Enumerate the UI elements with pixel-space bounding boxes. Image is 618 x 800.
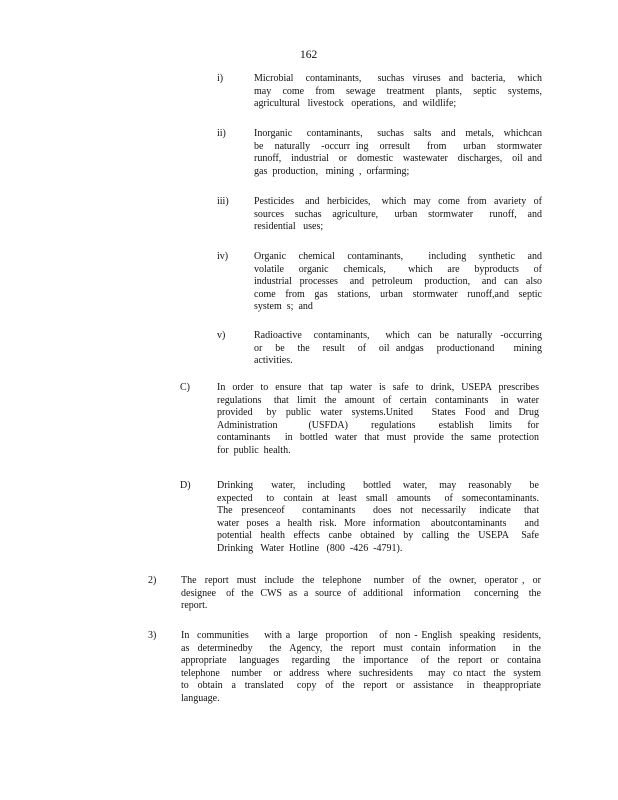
text-line: In order to ensure that tap water is safe to drink, USEPA prescribes	[217, 382, 539, 393]
item-label: ii)	[217, 128, 226, 139]
item-text	[217, 382, 539, 458]
text-line: appropriate languages regarding the importance of the report or containa	[181, 655, 541, 667]
text-line: The report must include the telephone number of the owner, operator , or	[181, 575, 541, 586]
item-label: C)	[180, 382, 190, 393]
item-label: i)	[217, 73, 224, 84]
text-line: Microbial contaminants, suchas viruses and bacteria, which	[254, 73, 542, 84]
item-text	[254, 196, 542, 234]
text-line: Organic chemical contaminants, including synthetic and	[254, 251, 542, 262]
text-line: designee of the CWS as a source of additional information concerning the	[181, 587, 541, 599]
text-line: Radioactive contaminants, which can be naturally -occurring	[254, 330, 542, 341]
text-line: Drinking Water Hotline (800 -426 -4791).	[217, 542, 403, 554]
text-line: to obtain a translated copy of the report or assistance in theappropriate	[181, 680, 541, 692]
text-line: system s; and	[254, 301, 313, 313]
item-text	[181, 575, 541, 613]
text-line: industrial processes and petroleum production, and can also	[254, 276, 542, 288]
text-line: volatile organic chemicals, which are byproducts of	[254, 263, 542, 275]
item-text	[254, 251, 542, 314]
text-line: The presenceof contaminants does not necessarily indicate that	[217, 505, 539, 517]
item-text	[254, 73, 542, 111]
text-line: come from gas stations, urban stormwater runoff,and septic	[254, 288, 542, 300]
text-line: contaminants in bottled water that must provide the same protection	[217, 432, 539, 444]
text-line: activities.	[254, 355, 293, 367]
text-line: telephone number or address where suchresidents may co ntact the system	[181, 667, 541, 679]
text-line: or be the result of oil andgas productionand mining	[254, 342, 542, 354]
text-line: sources suchas agriculture, urban stormwater runoff, and	[254, 208, 542, 220]
text-line: agricultural livestock operations, and wildlife;	[254, 98, 457, 110]
text-line: runoff, industrial or domestic wastewater discharges, oil and	[254, 153, 542, 165]
item-text	[217, 480, 539, 556]
text-line: for public health.	[217, 444, 291, 456]
text-line: provided by public water systems.United States Food and Drug	[217, 407, 539, 419]
text-line: report.	[181, 600, 208, 612]
text-line: may come from sewage treatment plants, septic systems,	[254, 85, 542, 97]
item-label: iv)	[217, 251, 229, 262]
text-line: Drinking water, including bottled water, may reasonably be	[217, 480, 539, 491]
text-line: Administration (USFDA) regulations establish limits for	[217, 419, 539, 431]
text-line: expected to contain at least small amounts of somecontaminants.	[217, 492, 539, 504]
text-line: regulations that limit the amount of certain contaminants in water	[217, 394, 539, 406]
item-label: iii)	[217, 196, 229, 207]
item-text	[254, 330, 542, 368]
text-line: water poses a health risk. More information aboutcontaminants and	[217, 517, 539, 529]
item-text	[181, 630, 541, 706]
text-line: as determinedby the Agency, the report must contain information in the	[181, 642, 541, 654]
text-line: residential uses;	[254, 221, 324, 233]
item-label: 3)	[148, 630, 157, 641]
text-line: language.	[181, 692, 220, 704]
text-line: Pesticides and herbicides, which may come from avariety of	[254, 196, 542, 207]
item-label: 2)	[148, 575, 157, 586]
page-number: 162	[300, 49, 318, 61]
text-line: In communities with a large proportion of non - English speaking residents,	[181, 630, 541, 641]
item-label: D)	[180, 480, 191, 491]
text-line: gas production, mining , orfarming;	[254, 165, 410, 177]
text-line: Inorganic contaminants, suchas salts and metals, whichcan	[254, 128, 542, 139]
item-label: v)	[217, 330, 226, 341]
text-line: potential health effects canbe obtained by calling the USEPA Safe	[217, 530, 539, 542]
item-text	[254, 128, 542, 178]
text-line: be naturally -occurr ing orresult from urban stormwater	[254, 140, 542, 152]
